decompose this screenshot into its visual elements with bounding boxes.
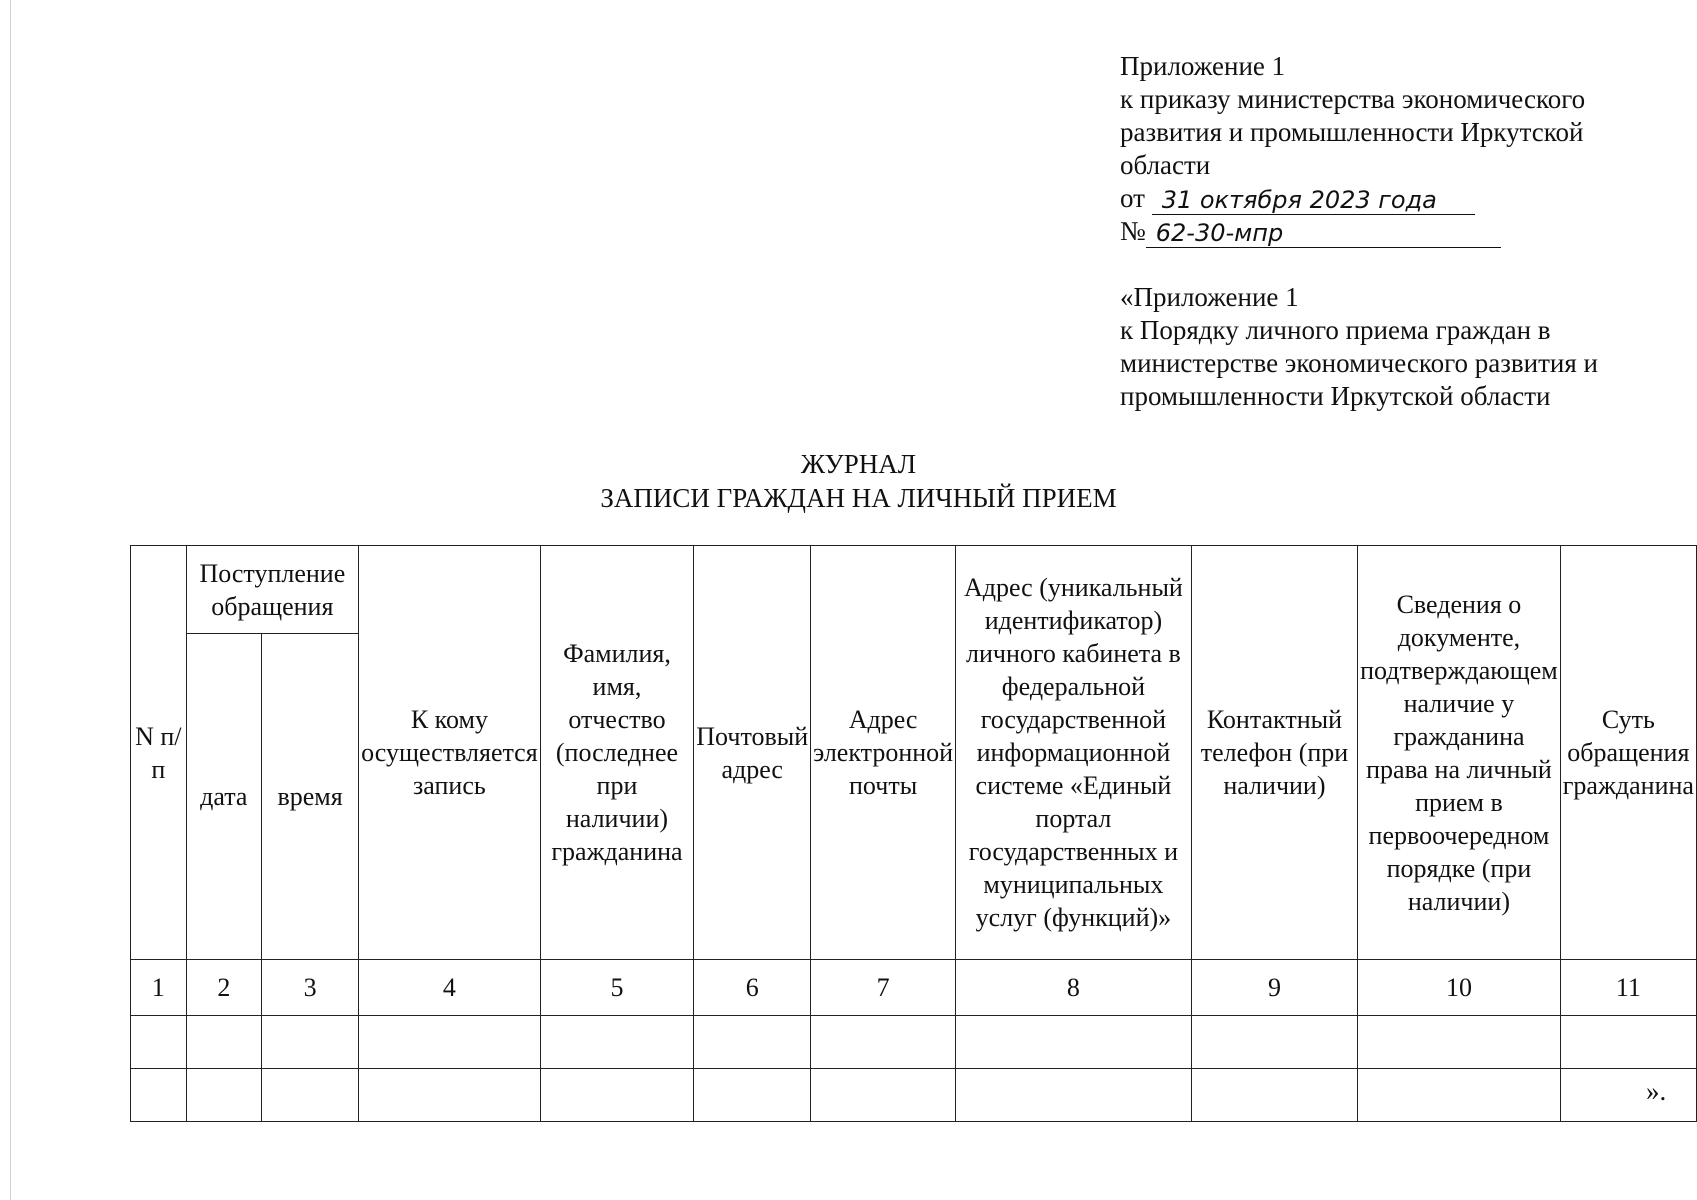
column-number-row bbox=[131, 960, 1697, 1016]
empty-cell bbox=[811, 1069, 956, 1122]
header-cell-portal-account: Адрес (уникальный идентификатор) личного кабинета в федеральной государственной информационной системе «Единый портал государственных и муниципальных услуг (функций)» bbox=[956, 546, 1192, 960]
empty-cell bbox=[1358, 1016, 1561, 1069]
table-row bbox=[131, 1016, 1697, 1069]
column-number: 10 bbox=[1358, 960, 1561, 1016]
number-prefix: № bbox=[1120, 216, 1146, 246]
column-number: 3 bbox=[262, 960, 359, 1016]
closing-quote-mark: ». bbox=[1646, 1076, 1667, 1106]
appendix-line: Приложение 1 bbox=[1120, 51, 1286, 81]
column-number: 8 bbox=[956, 960, 1192, 1016]
header-cell-email: Адрес электронной почты bbox=[811, 546, 956, 960]
empty-cell bbox=[1191, 1069, 1357, 1122]
column-number: 5 bbox=[540, 960, 694, 1016]
header-row bbox=[131, 546, 1697, 634]
empty-cell bbox=[956, 1016, 1192, 1069]
order-number-line bbox=[1120, 215, 1680, 248]
column-number: 4 bbox=[359, 960, 541, 1016]
empty-cell bbox=[262, 1069, 359, 1122]
page-edge-line bbox=[10, 0, 11, 1200]
handwritten-date: 31 октября 2023 года bbox=[1152, 187, 1475, 215]
empty-cell bbox=[1560, 1069, 1696, 1122]
appendix-line: развития и промышленности Иркутской bbox=[1120, 117, 1584, 147]
empty-cell bbox=[131, 1069, 187, 1122]
empty-cell bbox=[694, 1069, 811, 1122]
empty-cell bbox=[956, 1069, 1192, 1122]
empty-cell bbox=[694, 1016, 811, 1069]
journal-title: ЖУРНАЛ bbox=[800, 449, 917, 479]
empty-cell bbox=[1358, 1069, 1561, 1122]
header-cell-time: время bbox=[262, 634, 359, 960]
column-number: 1 bbox=[131, 960, 187, 1016]
empty-cell bbox=[186, 1016, 261, 1069]
sub-appendix-line: промышленности Иркутской области bbox=[1120, 381, 1551, 411]
header-cell-recipient: К кому осуществляется запись bbox=[359, 546, 541, 960]
sub-appendix-line: министерстве экономического развития и bbox=[1120, 348, 1598, 378]
header-cell-phone: Контактный телефон (при наличии) bbox=[1191, 546, 1357, 960]
column-number: 6 bbox=[694, 960, 811, 1016]
empty-cell bbox=[131, 1016, 187, 1069]
header-cell-full-name: Фамилия, имя, отчество (последнее при наличии) гражданина bbox=[540, 546, 694, 960]
sub-appendix-line: «Приложение 1 bbox=[1120, 282, 1299, 312]
spacer bbox=[1120, 248, 1680, 281]
header-cell-number: N п/п bbox=[131, 546, 187, 960]
empty-cell bbox=[1191, 1016, 1357, 1069]
empty-cell bbox=[811, 1016, 956, 1069]
empty-cell bbox=[1560, 1016, 1696, 1069]
header-cell-priority-document: Сведения о документе, подтверждающем наличие у гражданина права на личный прием в первоочередном порядке (при наличии) bbox=[1358, 546, 1561, 960]
empty-cell bbox=[540, 1016, 694, 1069]
header-cell-postal-address: Почтовый адрес bbox=[694, 546, 811, 960]
appendix-block bbox=[1120, 50, 1680, 413]
empty-cell bbox=[359, 1016, 541, 1069]
table-row bbox=[131, 1069, 1697, 1122]
order-date-line bbox=[1120, 182, 1680, 215]
column-number: 2 bbox=[186, 960, 261, 1016]
journal-subtitle: ЗАПИСИ ГРАЖДАН НА ЛИЧНЫЙ ПРИЕМ bbox=[600, 483, 1117, 513]
column-number: 9 bbox=[1191, 960, 1357, 1016]
column-number: 7 bbox=[811, 960, 956, 1016]
appendix-line: области bbox=[1120, 150, 1211, 180]
sub-appendix-line: к Порядку личного приема граждан в bbox=[1120, 315, 1551, 345]
appendix-line: к приказу министерства экономического bbox=[1120, 84, 1586, 114]
handwritten-number: 62-30-мпр bbox=[1146, 220, 1501, 248]
header-cell-date: дата bbox=[186, 634, 261, 960]
date-prefix: от bbox=[1120, 183, 1145, 213]
journal-table bbox=[130, 545, 1697, 1122]
empty-cell bbox=[186, 1069, 261, 1122]
header-cell-receipt: Поступление обращения bbox=[186, 546, 359, 634]
empty-cell bbox=[359, 1069, 541, 1122]
empty-cell bbox=[262, 1016, 359, 1069]
column-number: 11 bbox=[1560, 960, 1696, 1016]
header-cell-appeal-essence: Суть обращения гражданина bbox=[1560, 546, 1696, 960]
empty-cell bbox=[540, 1069, 694, 1122]
